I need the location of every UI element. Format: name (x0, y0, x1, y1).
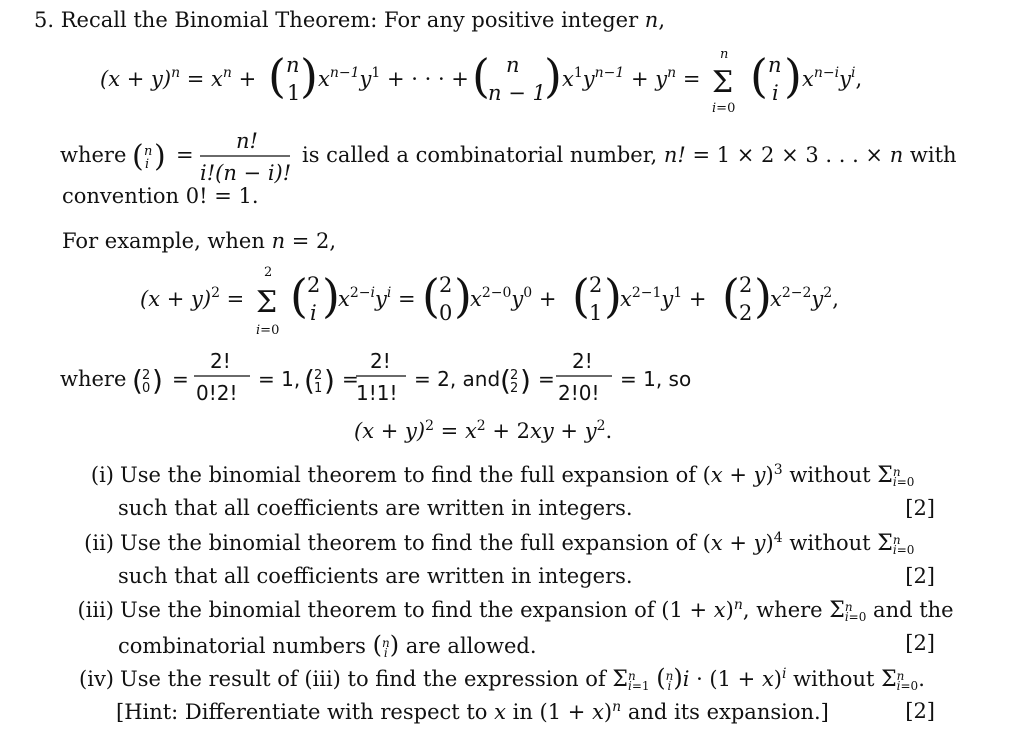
svg-text:(: ( (304, 364, 315, 397)
svg-text:2: 2 (510, 368, 519, 383)
svg-text:1: 1 (314, 381, 323, 396)
svg-text:2: 2 (739, 301, 753, 325)
svg-text:= 1,: = 1, (258, 367, 301, 391)
svg-text:2: 2 (142, 368, 151, 383)
svg-text:): ) (754, 269, 772, 323)
example-where-svg (60, 346, 760, 408)
svg-text:2: 2 (739, 273, 753, 297)
example-intro: For example, when n = 2, (62, 229, 337, 253)
svg-text:0: 0 (439, 301, 453, 325)
svg-text:Σ: Σ (712, 65, 734, 100)
svg-text:2: 2 (264, 265, 273, 280)
svg-text:n: n (720, 50, 729, 62)
part-i-line2: such that all coefficients are written in integers. (118, 496, 633, 520)
example-equation-svg (140, 262, 900, 342)
svg-text:i=0: i=0 (712, 101, 736, 116)
svg-text:(: ( (290, 269, 308, 323)
svg-text:n: n (144, 144, 153, 159)
part-i-marks: [2] (905, 496, 935, 520)
svg-text:x2−iyi =: $x^{2-i}y^i$ = (338, 285, 416, 311)
svg-text:1: 1 (287, 81, 301, 105)
svg-text:x2−2y2,: $x^{2-2}y^2$, (770, 285, 839, 311)
convention-line: convention 0! = 1. (62, 184, 259, 208)
part-number: (ii) (84, 531, 114, 555)
svg-text:= 2, and: = 2, and (414, 367, 501, 391)
svg-text:i=0: i=0 (256, 323, 280, 338)
svg-text:(: ( (422, 269, 440, 323)
svg-text:): ) (322, 269, 340, 323)
problem-intro-text: Recall the Binomial Theorem: For any positive integer n, (60, 8, 665, 32)
where-definition (60, 126, 960, 190)
svg-text:x2−1y1 +: $x^{2-1}y^1$ + (620, 285, 707, 311)
svg-text:0: 0 (142, 381, 151, 396)
svg-text:(: ( (722, 269, 740, 323)
svg-text:(x + y)n = xn +: $(x + y)^n = x^n$ + (100, 65, 257, 91)
svg-text:(: ( (268, 50, 286, 103)
part-ii (68, 530, 914, 556)
theorem-equation-svg (100, 50, 980, 120)
svg-text:= 1, so: = 1, so (620, 367, 692, 391)
svg-text:): ) (324, 364, 335, 397)
svg-text:0!2!: 0!2! (196, 381, 238, 405)
part-iv-line2: [Hint: Differentiate with respect to x in $(1 + x)^n$ and its expansion.] (116, 699, 829, 724)
part-iii-line2: combinatorial numbers (n i) are allowed. (118, 631, 537, 660)
svg-text:xn−1y1 + · · · +: $x^{n-1}y^1$ + · · · + (318, 65, 469, 91)
svg-text:(x + y)2 =: $(x + y)^2$ = (140, 285, 245, 311)
svg-text:where: where (60, 143, 127, 167)
svg-text:n: n (506, 53, 520, 77)
svg-text:2: 2 (439, 273, 453, 297)
svg-text:n − 1: n − 1 (488, 81, 546, 105)
part-number: (iii) (77, 598, 114, 622)
svg-text:x2−0y0 +: $x^{2-0}y^0$ + (470, 285, 557, 311)
svg-text:1!1!: 1!1! (356, 381, 398, 405)
svg-text:i!(n − i)!: i!(n − i)! (200, 161, 292, 185)
part-iii (68, 597, 954, 623)
svg-text:2: 2 (510, 381, 519, 396)
problem-intro (34, 8, 665, 32)
svg-text:n: n (768, 53, 782, 77)
svg-text:): ) (604, 269, 622, 323)
theorem-equation (100, 50, 980, 120)
part-iii-marks: [2] (905, 631, 935, 655)
part-iv-marks: [2] (905, 699, 935, 723)
part-text: Use the result of (iii) to find the expression of Σn i=1 (n $i)i \cdot (1 + x)^i$ without Σn i=0. (120, 664, 925, 693)
svg-text:Σ: Σ (256, 285, 278, 320)
part-i (68, 462, 914, 488)
svg-text:2: 2 (307, 273, 321, 297)
svg-text:2: 2 (589, 273, 603, 297)
part-number: (iv) (79, 667, 114, 691)
example-equation (140, 262, 900, 342)
svg-text:2!: 2! (370, 349, 391, 373)
svg-text:n!: n! (236, 129, 258, 153)
svg-text:2!0!: 2!0! (558, 381, 600, 405)
part-iv (68, 664, 925, 692)
part-text: Use the binomial theorem to find the expansion of $(1 + x)^n$, where Σn i=0 and the (120, 597, 954, 624)
part-ii-line2: such that all coefficients are written in integers. (118, 564, 633, 588)
svg-text:(: ( (500, 364, 511, 397)
svg-text:2: 2 (314, 368, 323, 383)
part-text: Use the binomial theorem to find the full expansion of $(x + y)^4$ without Σn i=0 (120, 530, 915, 557)
svg-text:where: where (60, 367, 127, 391)
part-ii-marks: [2] (905, 564, 935, 588)
svg-text:=: = (342, 367, 359, 391)
svg-text:=: = (176, 143, 194, 167)
svg-text:): ) (152, 364, 163, 397)
svg-text:): ) (544, 50, 562, 103)
problem-number: 5. (34, 8, 55, 32)
svg-text:n: n (286, 53, 300, 77)
svg-text:): ) (520, 364, 531, 397)
svg-text:2!: 2! (210, 349, 231, 373)
svg-text:xn−iyi,: $x^{n-i}y^i$, (802, 65, 863, 91)
svg-text:is called a combinatorial numb: is called a combinatorial number, n! = 1 × 2 × 3 . . . × n with (302, 143, 957, 167)
svg-text:): ) (154, 139, 166, 174)
svg-text:): ) (300, 50, 318, 103)
svg-text:=: = (538, 367, 555, 391)
svg-text:): ) (784, 50, 802, 103)
part-number: (i) (90, 463, 114, 487)
where-definition-svg (60, 126, 960, 190)
part-text: Use the binomial theorem to find the full expansion of $(x + y)^3$ without Σn i=0 (120, 462, 915, 489)
svg-text:(: ( (572, 269, 590, 323)
example-result: $(x + y)^2 = x^2 + 2xy + y^2$. (354, 418, 613, 443)
svg-text:(: ( (132, 139, 144, 174)
svg-text:(: ( (132, 364, 143, 397)
svg-text:i: i (310, 301, 317, 325)
svg-text:1: 1 (589, 301, 603, 325)
svg-text:i: i (772, 81, 779, 105)
svg-text:=: = (172, 367, 189, 391)
svg-text:i: i (145, 157, 150, 172)
example-where (60, 346, 760, 408)
svg-text:(: ( (472, 50, 490, 103)
svg-text:(: ( (750, 50, 768, 103)
svg-text:): ) (454, 269, 472, 323)
svg-text:2!: 2! (572, 349, 593, 373)
svg-text:x1yn−1 + yn =: $x^1y^{n-1} + y^n$ = (562, 65, 701, 91)
